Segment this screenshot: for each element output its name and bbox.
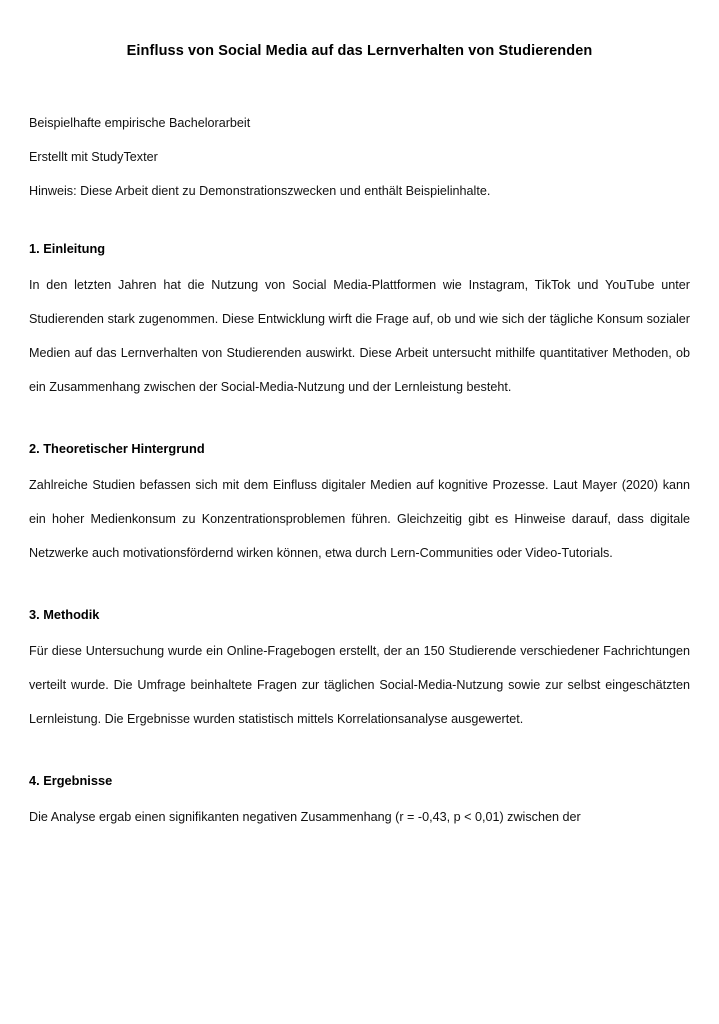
meta-line-disclaimer: Hinweis: Diese Arbeit dient zu Demonstrationszwecken und enthält Beispielinhalte. [29, 184, 491, 199]
section-body-theoretischer-hintergrund: Zahlreiche Studien befassen sich mit dem Einfluss digitaler Medien auf kognitive Prozesse. Laut Mayer (2020) kann ein hoher Medienkonsum zu Konzentrationsproblemen führen. Gleichzeitig gibt es Hinweise darauf, dass digitale Netzwerke auch motivationsfördernd wirken können, etwa durch Lern-Communities oder Video-Tutorials. [29, 478, 690, 561]
page-title: Einfluss von Social Media auf das Lernverhalten von Studierenden [126, 43, 593, 59]
document-meta-block [29, 106, 690, 208]
section-methodik [29, 600, 690, 736]
section-theoretischer-hintergrund [29, 434, 690, 570]
meta-line-thesis-type: Beispielhafte empirische Bachelorarbeit [29, 116, 251, 131]
section-heading-methodik: 3. Methodik [29, 607, 100, 623]
section-heading-ergebnisse: 4. Ergebnisse [29, 773, 113, 789]
section-body-einleitung: In den letzten Jahren hat die Nutzung von Social Media-Plattformen wie Instagram, TikTok und YouTube unter Studierenden stark zugenommen. Diese Entwicklung wirft die Frage auf, ob und wie sich der tägliche Konsum sozialer Medien auf das Lernverhalten von Studierenden auswirkt. Diese Arbeit untersucht mithilfe quantitativer Methoden, ob ein Zusammenhang zwischen der Social-Media-Nutzung und der Lernleistung besteht. [29, 278, 690, 395]
section-heading-einleitung: 1. Einleitung [29, 241, 106, 257]
section-heading-theoretischer-hintergrund: 2. Theoretischer Hintergrund [29, 441, 205, 457]
meta-line-created-with: Erstellt mit StudyTexter [29, 150, 158, 165]
section-einleitung [29, 234, 690, 404]
section-body-methodik: Für diese Untersuchung wurde ein Online-Fragebogen erstellt, der an 150 Studierende verschiedener Fachrichtungen verteilt wurde. Die Umfrage beinhaltete Fragen zur täglichen Social-Media-Nutzung sowie zur selbst eingeschätzten Lernleistung. Die Ergebnisse wurden statistisch mittels Korrelationsanalyse ausgewertet. [29, 644, 690, 727]
section-body-ergebnisse: Die Analyse ergab einen signifikanten negativen Zusammenhang (r = -0,43, p < 0,01) zwischen der [29, 810, 581, 825]
document-content [29, 0, 690, 834]
section-ergebnisse [29, 766, 690, 834]
